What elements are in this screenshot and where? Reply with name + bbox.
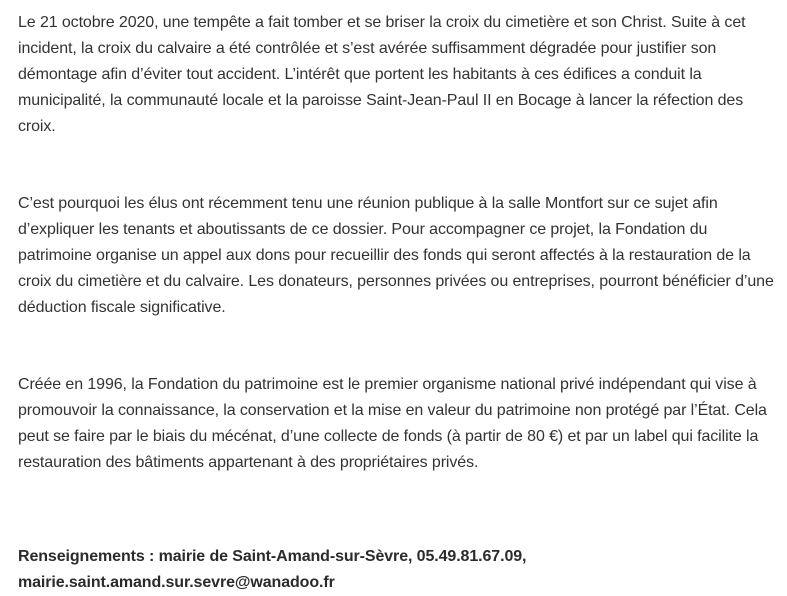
contact-label: Renseignements : — [18, 548, 159, 565]
paragraph-foundation-info: Créée en 1996, la Fondation du patrimoine est le premier organisme national privé indépendant qui vise à promouvoir la connaissance, la conservation et la mise en valeur du patrimoine non protégé par l’État. Cela peut se faire par le biais du mécénat, d’une collecte de fonds (à partir de 80 €) et par un label qui facilite la restauration des bâtiments appartenant à des propriétaires privés. — [18, 376, 767, 471]
paragraph-public-meeting: C’est pourquoi les élus ont récemment tenu une réunion publique à la salle Montfort sur ce sujet afin d’expliquer les tenants et aboutissants de ce dossier. Pour accompagner ce projet, la Fondation du patrimoine organise un appel aux dons pour recueillir des fonds qui seront affectés à la restauration de la croix du cimetière et du calvaire. Les donateurs, personnes privées ou entreprises, pourront bénéficier d’une déduction fiscale significative. — [18, 195, 774, 316]
paragraph-storm-damage: Le 21 octobre 2020, une tempête a fait tomber et se briser la croix du cimetière et son Christ. Suite à cet incident, la croix du calvaire a été contrôlée et s’est avérée suffisamment dégradée pour justifier son démontage afin d’éviter tout accident. L’intérêt que portent les habitants à ces édifices a conduit la municipalité, la communauté locale et la paroisse Saint-Jean-Paul II en Bocage à lancer la réfection des croix. — [18, 14, 746, 135]
contact-info — [18, 544, 783, 596]
contact-details: mairie de Saint-Amand-sur-Sèvre, 05.49.81.67.09, mairie.saint.amand.sur.sevre@wanadoo.fr — [18, 548, 527, 591]
